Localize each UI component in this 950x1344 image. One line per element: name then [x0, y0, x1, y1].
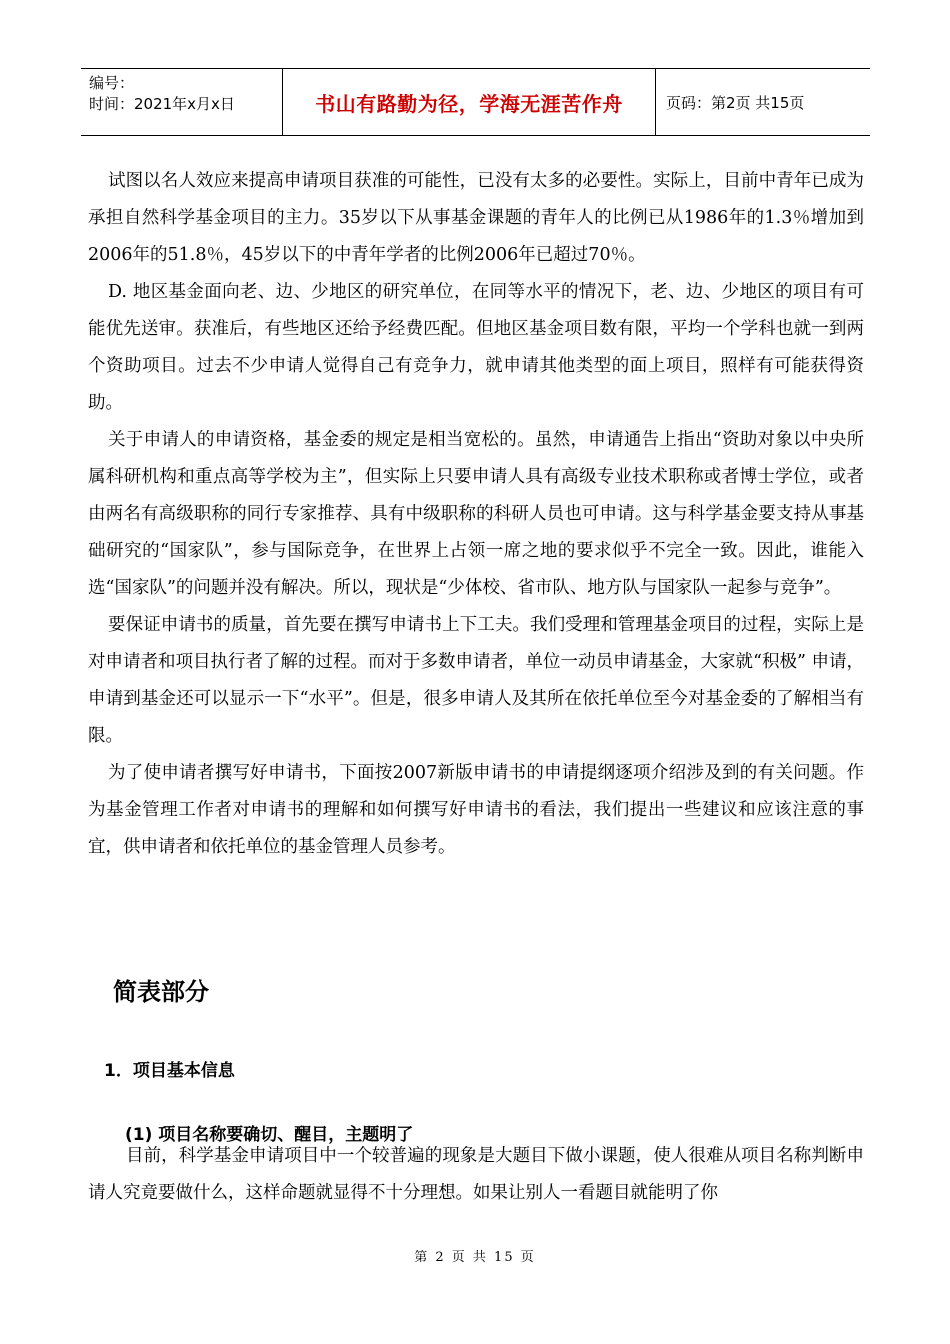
- document-date-label: 时间：2021年x月x日: [89, 95, 235, 113]
- body-text-continued: [88, 1138, 864, 1212]
- subsubsection-heading: (1) 项目名称要确切、醒目，主题明了: [125, 1125, 414, 1145]
- document-number-label: 编号：: [89, 74, 135, 92]
- header-motto: 书山有路勤为径，学海无涯苦作舟: [282, 69, 656, 135]
- paragraph: D. 地区基金面向老、边、少地区的研究单位，在同等水平的情况下，老、边、少地区的项目有可能优先送审。获准后，有些地区还给予经费匹配。但地区基金项目数有限，平均一个学科也就一到两个资助项目。过去不少申请人觉得自己有竞争力，就申请其他类型的面上项目，照样有可能获得资助。: [88, 282, 864, 413]
- paragraph: 为了使申请者撰写好申请书，下面按2007新版申请书的申请提纲逐项介绍涉及到的有关问题。作为基金管理工作者对申请书的理解和如何撰写好申请书的看法，我们提出一些建议和应该注意的事宜，供申请者和依托单位的基金管理人员参考。: [88, 763, 864, 857]
- page-footer: 第 2 页 共 15 页: [414, 1250, 536, 1265]
- section-title: 简表部分: [113, 978, 209, 1006]
- paragraph: 目前，科学基金申请项目中一个较普遍的现象是大题目下做小课题，使人很难从项目名称判断申请人究竟要做什么，这样命题就显得不十分理想。如果让别人一看题目就能明了你: [88, 1146, 864, 1203]
- paragraph: 关于申请人的申请资格，基金委的规定是相当宽松的。虽然，申请通告上指出“资助对象以中央所属科研机构和重点高等学校为主”，但实际上只要申请人具有高级专业技术职称或者博士学位，或者由两名有高级职称的同行专家推荐、具有中级职称的科研人员也可申请。这与科学基金要支持从事基础研究的“国家队”，参与国际竞争，在世界上占领一席之地的要求似乎不完全一致。因此，谁能入选“国家队”的问题并没有解决。所以，现状是“少体校、省市队、地方队与国家队一起参与竞争”。: [88, 430, 864, 598]
- paragraph: 试图以名人效应来提高申请项目获准的可能性，已没有太多的必要性。实际上，目前中青年已成为承担自然科学基金项目的主力。35岁以下从事基金课题的青年人的比例已从1986年的1.3％增加到2006年的51.8％，45岁以下的中青年学者的比例2006年已超过70％。: [88, 171, 864, 265]
- paragraph: 要保证申请书的质量，首先要在撰写申请书上下工夫。我们受理和管理基金项目的过程，实际上是对申请者和项目执行者了解的过程。而对于多数申请者，单位一动员申请基金，大家就“积极” 申请，申请到基金还可以显示一下“水平”。但是，很多申请人及其所在依托单位至今对基金委的了解相当有限。: [88, 615, 864, 746]
- subsection-heading: 1．项目基本信息: [104, 1061, 235, 1081]
- header-table: [81, 68, 870, 136]
- header-page-label: 页码：第2页 共15页: [666, 93, 805, 112]
- header-meta-cell: [81, 69, 282, 135]
- body-text: [88, 163, 864, 866]
